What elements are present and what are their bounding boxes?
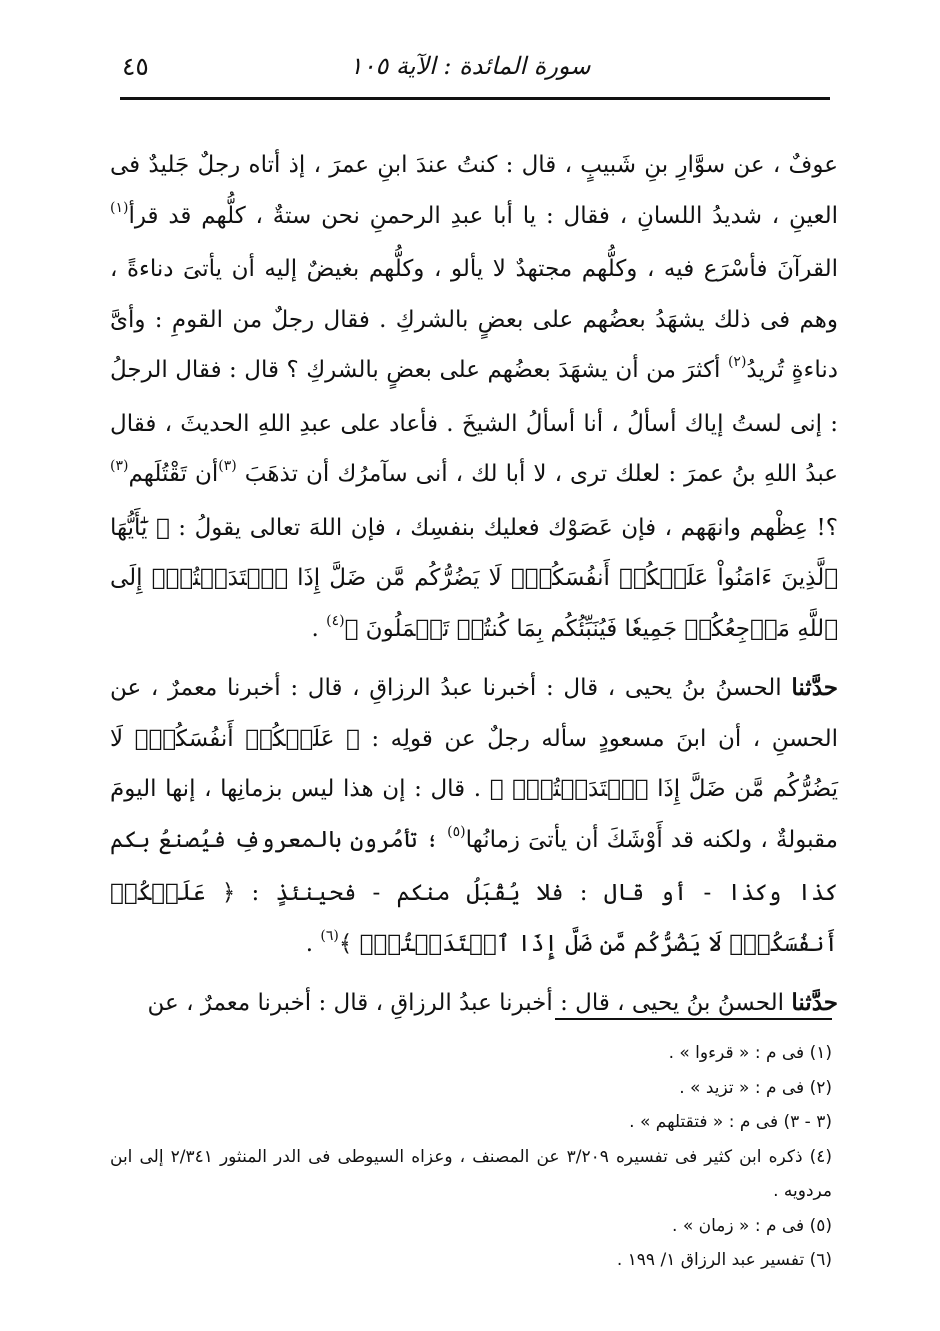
paragraph-1 [110,140,838,657]
footnote-ref-3-close: (٣) [110,458,129,474]
paragraph-1-part-6: . [311,615,327,642]
main-text [110,140,838,1029]
footnote-3: (٣ - ٣) فى م : « فتقتلهم » . [629,1112,832,1132]
paragraph-1-part-5: ؟! عِظْهم وانهَهم ، فإن عَصَوْك فعليك بنفسِك ، فإن اللهَ تعالى يقولُ : ﴿ يَٰٓأَيُّهَا ٱلَّذِينَ ءَامَنُواْ عَلَيۡكُمۡ أَنفُسَكُمۡۖ لَا يَضُرُّكُم مَّن ضَلَّ إِذَا ٱهۡتَدَيۡتُمۡۚ إِلَى ٱللَّهِ مَرۡجِعُكُمۡ جَمِيعٗا فَيُنَبِّئُكُم بِمَا كُنتُمۡ تَعۡمَلُونَ ﴾ [110,514,838,642]
paragraph-2-part-1: الحسنُ بنُ يحيى ، قال : أخبرنا عبدُ الرزاقِ ، قال : أخبرنا معمرٌ ، عن الحسنِ ، أن ابنَ مسعودٍ سأله رجلٌ عن قولِه : ﴿ عَلَيۡكُمۡ أَنفُسَكُمۡۖ لَا يَضُرُّكُم مَّن ضَلَّ إِذَا ٱهۡتَدَيۡتُمۡۚ ﴾ . قال : إن هذا ليس بزمانِها ، إنها اليومَ مقبولةٌ ، ولكنه قد أَوْشَكَ أن يأتىَ زمانُها [110,675,838,853]
paragraph-2-lead: حدَّثنا [791,674,838,701]
footnote-4: (٤) ذكره ابن كثير فى تفسيره ٣/٢٠٩ عن المصنف ، وعزاه السيوطى فى الدر المنثور ٢/٣٤١ إلى ابن مردويه . [110,1146,833,1201]
paragraph-3-lead: حدَّثنا [791,989,838,1016]
footnote-5: (٥) فى م : « زمان » . [672,1215,832,1236]
paragraph-1-part-3: أكثرَ من أن يشهَدَ بعضُهم على بعضٍ بالشركِ ؟ قال : فقال الرجلُ : إنى لستُ إياك أسألُ ، أنا أسألُ الشيخَ . فأعاد على عبدِ اللهِ الحديثَ ، فقال عبدُ اللهِ بنُ عمرَ : لعلك ترى ، لا أبا لك ، أنى سآمرُك أن تذهَبَ [110,357,838,487]
footnote-ref-3-open: (٣) [218,458,237,474]
paragraph-3 [110,978,838,1029]
footnote-ref-6: (٦) [320,927,339,944]
footnote-divider [555,1018,832,1020]
footnote-ref-4: (٤) [326,612,345,629]
header-divider [120,97,830,100]
paragraph-1-part-2: القرآنَ فأسْرَع فيه ، وكلُّهم مجتهدٌ لا يألو ، وكلُّهم بغيضٌ إليه أن يأتىَ دناءةً ، وهم فى ذلك يشهَدُ بعضُهم على بعضٍ بالشركِ . فقال رجلٌ من القومِ : وأىَّ دناءةٍ تُريدُ [110,256,839,383]
paragraph-1-part-1: عوفٌ ، عن سوَّارِ بنِ شَبيبٍ ، قال : كنتُ عندَ ابنِ عمرَ ، إذ أتاه رجلٌ جَليدٌ فى العينِ ، شديدُ اللسانِ ، فقال : يا أبا عبدِ الرحمنِ نحن ستةٌ ، كلُّهم قد قرأ [110,152,838,229]
paragraph-2 [110,663,838,972]
footnote-2: (٢) فى م : « تزيد » . [679,1077,832,1098]
footnote-ref-2: (٢) [727,354,747,370]
paragraph-2-part-3: . [305,930,321,957]
footnotes [110,1036,832,1278]
footnote-1: (١) فى م : « قرءوا » . [668,1043,832,1063]
page-number: ٤٥ [122,52,149,81]
paragraph-3-part-1: الحسنُ بنُ يحيى ، قال : أخبرنا عبدُ الرزاقِ ، قال : أخبرنا معمرٌ ، عن [147,990,792,1016]
paragraph-1-part-4: أن تَقْتُلَهم [128,461,219,487]
footnote-6: (٦) تفسير عبد الرزاق ١/ ١٩٩ . [616,1250,832,1270]
footnote-ref-1: (١) [110,199,129,216]
footnote-ref-5: (٥) [447,823,466,840]
running-header-title: سورة المائدة : الآية ١٠٥ [349,52,591,80]
paragraph-2-part-2: ؛ تأمُرون بالمعروفِ فيُصنعُ بكم كذا وكذا - أو قال : فلا يُقْبَلُ منكم - فحينئذٍ : ﴿ عَلَيۡكُمۡ أَنفُسَكُمۡۖ لَا يَضُرُّكُم مَّن ضَلَّ إِذَا ٱهۡتَدَيۡتُمۡۚ ﴾ [110,826,838,957]
